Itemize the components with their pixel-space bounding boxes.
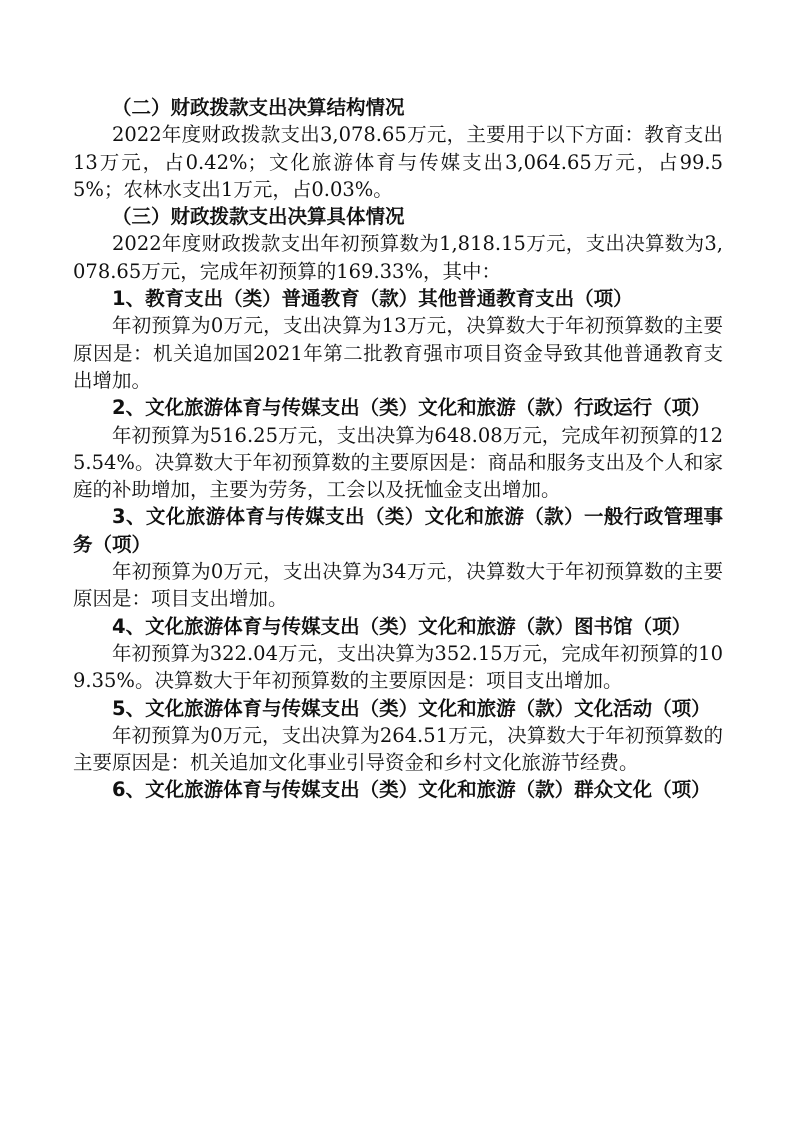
item-heading-4: 4、文化旅游体育与传媒支出（类）文化和旅游（款）图书馆（项） [112, 614, 692, 638]
item-paragraph-1: 年初预算为0万元，支出决算为13万元，决算数大于年初预算数的主要原因是：机关追加国2021年第二批教育强市项目资金导致其他普通教育支出增加。 [73, 314, 723, 392]
item-paragraph-2: 年初预算为516.25万元，支出决算为648.08万元，完成年初预算的125.54%。决算数大于年初预算数的主要原因是：商品和服务支出及个人和家庭的补助增加，主要为劳务，工会以及抚恤金支出增加。 [73, 423, 723, 502]
section-heading-expenditure-details: （三）财政拨款支出决算具体情况 [112, 205, 405, 229]
section-heading-expenditure-structure: （二）财政拨款支出决算结构情况 [112, 96, 405, 119]
document-body [73, 94, 723, 804]
item-heading-3: 3、文化旅游体育与传媒支出（类）文化和旅游（款）一般行政管理事务（项） [73, 505, 723, 556]
item-paragraph-4: 年初预算为322.04万元，支出决算为352.15万元，完成年初预算的109.35%。决算数大于年初预算数的主要原因是：项目支出增加。 [73, 641, 723, 693]
paragraph-expenditure-structure: 2022年度财政拨款支出3,078.65万元，主要用于以下方面：教育支出13万元，占0.42%；文化旅游体育与传媒支出3,064.65万元，占99.55%；农林水支出1万元，占0.03%。 [73, 123, 723, 201]
item-heading-5: 5、文化旅游体育与传媒支出（类）文化和旅游（款）文化活动（项） [112, 696, 711, 720]
item-heading-1: 1、教育支出（类）普通教育（款）其他普通教育支出（项） [112, 287, 633, 311]
paragraph-expenditure-details: 2022年度财政拨款支出年初预算数为1,818.15万元，支出决算数为3,078.65万元，完成年初预算的169.33%，其中： [73, 232, 723, 283]
item-heading-2: 2、文化旅游体育与传媒支出（类）文化和旅游（款）行政运行（项） [112, 396, 711, 420]
item-paragraph-3: 年初预算为0万元，支出决算为34万元，决算数大于年初预算数的主要原因是：项目支出增加。 [73, 560, 723, 611]
item-heading-6: 6、文化旅游体育与传媒支出（类）文化和旅游（款）群众文化（项） [112, 778, 711, 802]
item-paragraph-5: 年初预算为0万元，支出决算为264.51万元，决算数大于年初预算数的主要原因是：机关追加文化事业引导资金和乡村文化旅游节经费。 [73, 723, 723, 775]
